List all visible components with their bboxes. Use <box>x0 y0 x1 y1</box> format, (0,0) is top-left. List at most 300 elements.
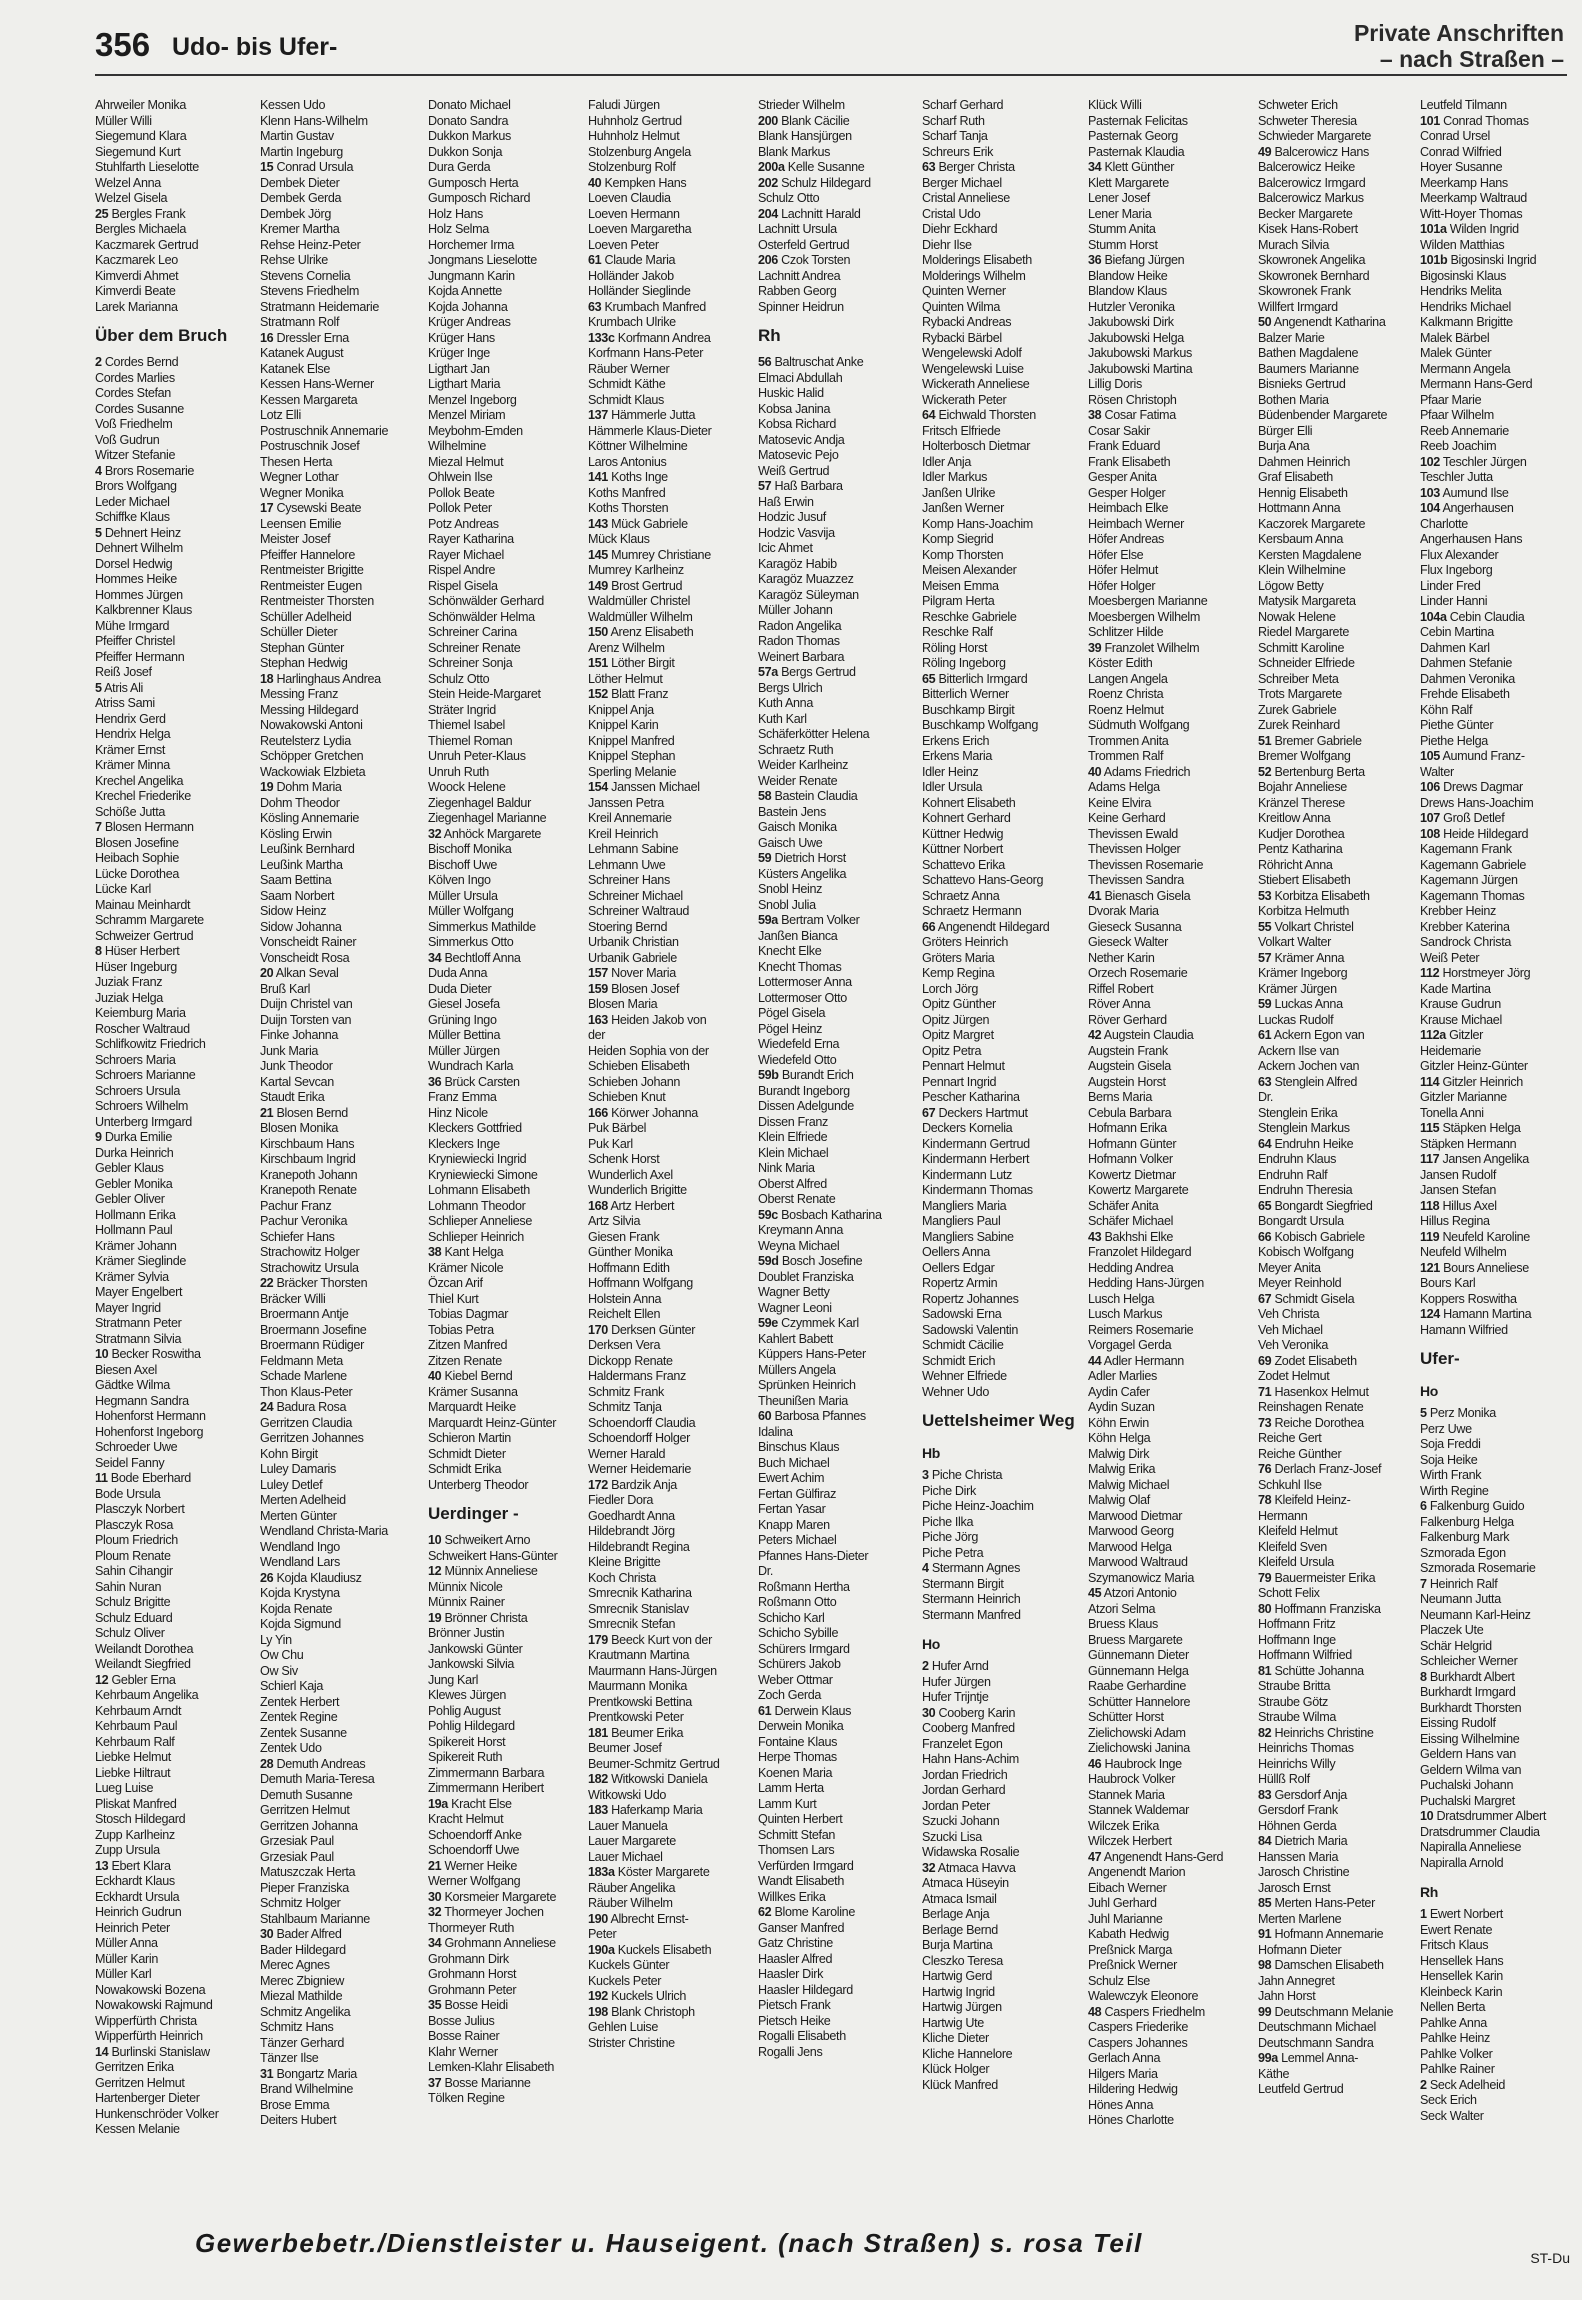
resident-name: Jakubowski Martina <box>1088 361 1193 376</box>
resident-name: Giesen Frank <box>588 1229 660 1244</box>
resident-name: Weiß Gertrud <box>758 463 830 478</box>
resident-name: Kehrbaum Arndt <box>95 1703 182 1718</box>
resident-name: Jakubowski Dirk <box>1088 315 1174 329</box>
resident-name: Pieper Franziska <box>260 1880 349 1895</box>
house-number: 83 <box>1258 1787 1272 1802</box>
directory-entry <box>922 765 1084 781</box>
house-number: 32 <box>428 826 442 841</box>
resident-name: Kagemann Gabriele <box>1420 857 1527 872</box>
resident-name: Angerhausen <box>1442 501 1514 515</box>
resident-name: Löther Helmut <box>588 671 663 686</box>
directory-entry <box>1258 129 1416 145</box>
directory-entry <box>428 346 583 362</box>
resident-name: Mangliers Paul <box>922 1214 1001 1228</box>
directory-entry <box>1088 1354 1253 1370</box>
resident-name: Lachnitt Harald <box>781 206 861 221</box>
directory-entry <box>758 882 918 898</box>
directory-entry <box>588 1292 753 1308</box>
resident-name: Reschke Gabriele <box>922 609 1017 624</box>
resident-name: Atmaca Ismail <box>922 1891 997 1906</box>
resident-name: Bertram Volker <box>781 913 860 927</box>
directory-entry <box>260 1059 423 1075</box>
directory-entry <box>260 1710 423 1726</box>
resident-name: Bauermeister Erika <box>1274 1570 1376 1585</box>
resident-name: Fontaine Klaus <box>758 1734 838 1749</box>
resident-name: Schmidt Käthe <box>588 377 666 391</box>
directory-entry <box>1258 114 1416 130</box>
resident-name: Thiel Kurt <box>428 1291 479 1306</box>
resident-name: Küttner Hedwig <box>922 826 1004 841</box>
resident-name: Meyer Anita <box>1258 1260 1321 1275</box>
resident-name: Stephan Günter <box>260 640 345 655</box>
directory-entry <box>1420 1106 1580 1122</box>
directory-entry <box>1258 1385 1416 1401</box>
resident-name: Juhl Marianne <box>1088 1911 1163 1926</box>
directory-entry <box>260 982 423 998</box>
directory-entry <box>260 780 423 796</box>
house-number: 59c <box>758 1207 778 1222</box>
directory-entry <box>260 935 423 951</box>
directory-entry <box>428 1214 583 1230</box>
directory-entry <box>428 641 583 657</box>
resident-name: Wunderlich Axel <box>588 1167 673 1182</box>
house-number: 190a <box>588 1942 615 1957</box>
directory-entry <box>922 300 1084 316</box>
directory-entry <box>1258 1478 1416 1494</box>
directory-entry <box>922 1013 1084 1029</box>
house-number: 19 <box>260 780 274 794</box>
resident-name: Dratsdrummer Albert <box>1436 1809 1546 1823</box>
resident-name: Kessen Margareta <box>260 392 358 407</box>
directory-entry <box>1420 1499 1580 1515</box>
resident-name: Kersten Magdalene <box>1258 547 1362 562</box>
resident-name: Pasternak Georg <box>1088 129 1178 143</box>
directory-entry <box>1088 1617 1253 1633</box>
resident-name: Burkhardt Irmgard <box>1420 1685 1516 1699</box>
resident-name: Jungmann Karin <box>428 268 515 283</box>
resident-name: Bergles Frank <box>111 206 186 221</box>
house-number: 118 <box>1420 1198 1440 1213</box>
directory-entry <box>588 796 753 812</box>
directory-entry <box>260 920 423 936</box>
directory-entry <box>758 1921 918 1937</box>
directory-entry <box>1420 858 1580 874</box>
directory-entry <box>260 1912 423 1928</box>
directory-entry <box>1258 1524 1416 1540</box>
resident-name: Cristal Anneliese <box>922 191 1010 205</box>
house-number: 3 <box>922 1468 929 1482</box>
directory-entry <box>95 1115 255 1131</box>
directory-entry <box>758 727 918 743</box>
directory-entry <box>922 1230 1084 1246</box>
resident-name: Pentz Katharina <box>1258 842 1343 856</box>
resident-name: Derksen Vera <box>588 1338 661 1352</box>
directory-entry <box>1258 377 1416 393</box>
house-number: 34 <box>1088 160 1102 174</box>
resident-name: Biesen Axel <box>95 1362 157 1377</box>
resident-name: Spinner Heidrun <box>758 299 844 314</box>
directory-entry <box>588 176 753 192</box>
resident-name: Bosse Julius <box>428 2013 495 2028</box>
resident-name: Nether Karin <box>1088 950 1155 965</box>
resident-name: Endruhn Heike <box>1274 1136 1354 1151</box>
directory-entry <box>588 1431 753 1447</box>
directory-entry <box>260 1633 423 1649</box>
directory-entry <box>95 557 255 573</box>
directory-entry <box>588 966 753 982</box>
directory-entry <box>1420 2062 1580 2078</box>
directory-entry <box>95 1766 255 1782</box>
resident-name: Flux Ingeborg <box>1420 563 1493 577</box>
directory-entry <box>260 1617 423 1633</box>
resident-name: Stratmann Heidemarie <box>260 299 379 314</box>
resident-name: Haß Erwin <box>758 494 814 509</box>
resident-name: Balzer Marie <box>1258 330 1325 345</box>
resident-name: Lohmann Theodor <box>428 1198 526 1213</box>
resident-name: Franzolet Hildegard <box>1088 1245 1192 1259</box>
resident-name: Kreil Heinrich <box>588 826 658 841</box>
resident-name: Kohn Birgit <box>260 1446 318 1461</box>
resident-name: Gebler Oliver <box>95 1192 165 1206</box>
directory-entry <box>1420 1214 1580 1230</box>
directory-entry <box>1088 501 1253 517</box>
resident-name: Goedhardt Anna <box>588 1508 675 1523</box>
resident-name: Schroers Marianne <box>95 1068 196 1082</box>
resident-name: Franz Emma <box>428 1090 497 1104</box>
directory-entry <box>588 1788 753 1804</box>
district-heading: Ho <box>922 1636 940 1652</box>
resident-name: Lener Maria <box>1088 206 1152 221</box>
directory-entry <box>1088 1214 1253 1230</box>
resident-name: Bischoff Uwe <box>428 857 498 872</box>
directory-entry <box>428 1781 583 1797</box>
directory-entry <box>1088 625 1253 641</box>
resident-name: Lücke Dorothea <box>95 866 180 881</box>
directory-entry <box>1088 1462 1253 1478</box>
directory-entry <box>758 603 918 619</box>
resident-name: Thomsen Lars <box>758 1843 835 1857</box>
resident-name: Bongartz Maria <box>276 2066 357 2081</box>
directory-entry <box>1420 377 1580 393</box>
resident-name: Gerritzen Helmut <box>95 2075 185 2090</box>
directory-entry <box>1258 1121 1416 1137</box>
house-number: 108 <box>1420 826 1440 841</box>
directory-entry <box>260 1307 423 1323</box>
directory-entry <box>428 114 583 130</box>
directory-entry <box>428 1121 583 1137</box>
directory-entry <box>1258 2051 1416 2067</box>
directory-entry <box>428 362 583 378</box>
directory-entry <box>1420 904 1580 920</box>
directory-entry <box>588 1912 753 1928</box>
resident-name: Atzori Antonio <box>1103 1586 1177 1600</box>
resident-name: Blandow Heike <box>1088 268 1168 283</box>
directory-entry <box>260 1695 423 1711</box>
directory-entry <box>1088 672 1253 688</box>
directory-entry <box>1258 1586 1416 1602</box>
directory-entry <box>1420 300 1580 316</box>
house-number: 21 <box>428 1858 442 1873</box>
directory-entry <box>588 1276 753 1292</box>
directory-entry <box>1088 424 1253 440</box>
directory-entry <box>1420 1261 1580 1277</box>
directory-entry <box>588 517 753 533</box>
resident-name: Kaczmarek Leo <box>95 253 178 267</box>
resident-name: Gersdorf Anja <box>1274 1787 1347 1802</box>
resident-name: Jahn Horst <box>1258 1989 1316 2003</box>
resident-name: Gieseck Walter <box>1088 935 1169 949</box>
directory-entry <box>588 656 753 672</box>
resident-name: Kuckels Peter <box>588 1973 662 1988</box>
resident-name: Huhnholz Helmut <box>588 129 680 143</box>
resident-name: Merten Adelheid <box>260 1493 346 1507</box>
resident-name: Malwig Erika <box>1088 1462 1156 1476</box>
directory-entry <box>1420 2000 1580 2016</box>
house-number: 30 <box>260 1927 274 1941</box>
directory-entry <box>1258 1710 1416 1726</box>
directory-entry <box>95 1192 255 1208</box>
resident-name: Kreitlow Anna <box>1258 811 1331 825</box>
directory-entry <box>588 1803 753 1819</box>
directory-entry <box>1088 997 1253 1013</box>
directory-entry <box>1420 1044 1580 1060</box>
directory-entry <box>758 1440 918 1456</box>
resident-name: Lotz Elli <box>260 408 301 422</box>
resident-name: Schmitz Tanja <box>588 1400 662 1414</box>
resident-name: Smrecnik Stanislav <box>588 1601 689 1616</box>
resident-name: Schkuhl Ilse <box>1258 1477 1322 1492</box>
directory-entry <box>1420 1168 1580 1184</box>
resident-name: Hennig Elisabeth <box>1258 485 1348 500</box>
directory-entry <box>428 749 583 765</box>
resident-name: Schär Helgrid <box>1420 1638 1492 1653</box>
resident-name: Sandrock Christa <box>1420 935 1511 949</box>
resident-name: Thiemel Isabel <box>428 718 505 732</box>
directory-entry <box>95 1332 255 1348</box>
directory-entry <box>428 1564 583 1580</box>
directory-entry <box>758 176 918 192</box>
directory-entry <box>1088 269 1253 285</box>
house-number: 151 <box>588 656 608 670</box>
directory-entry <box>1420 1468 1580 1484</box>
resident-name: Kagemann Thomas <box>1420 888 1525 903</box>
directory-entry <box>922 548 1084 564</box>
resident-name: Stannek Waldemar <box>1088 1803 1190 1817</box>
directory-entry <box>758 1890 918 1906</box>
directory-entry <box>1258 1416 1416 1432</box>
resident-name: Hüser Herbert <box>104 944 180 958</box>
directory-entry <box>95 386 255 402</box>
resident-name: der <box>588 1028 606 1042</box>
resident-name: Waldmüller Wilhelm <box>588 609 693 624</box>
resident-name: Derlach Franz-Josef <box>1274 1462 1382 1476</box>
directory-entry <box>1088 315 1253 331</box>
directory-entry <box>758 1409 918 1425</box>
directory-entry <box>1088 222 1253 238</box>
resident-name: Cordes Susanne <box>95 401 184 416</box>
resident-name: Badura Rosa <box>276 1400 347 1414</box>
directory-entry <box>95 820 255 836</box>
directory-entry <box>758 2014 918 2030</box>
directory-entry <box>95 1239 255 1255</box>
directory-entry <box>95 1905 255 1921</box>
directory-entry <box>1258 780 1416 796</box>
directory-entry <box>1420 548 1580 564</box>
directory-entry <box>1088 377 1253 393</box>
directory-entry <box>922 1706 1084 1722</box>
directory-entry <box>260 517 423 533</box>
resident-name: Vonscheidt Rosa <box>260 950 350 965</box>
resident-name: Krämer Susanna <box>428 1384 518 1399</box>
resident-name: Sahin Nuran <box>95 1579 162 1594</box>
directory-entry <box>1088 1307 1253 1323</box>
resident-name: Grzesiak Paul <box>260 1849 334 1864</box>
resident-name: Saam Bettina <box>260 873 332 887</box>
directory-entry <box>95 1735 255 1751</box>
resident-name: Kobsa Richard <box>758 417 837 431</box>
resident-name: Radon Thomas <box>758 634 840 648</box>
resident-name: Angenendt Hans-Gerd <box>1103 1849 1224 1864</box>
resident-name: Münnix Rainer <box>428 1595 505 1609</box>
house-number: 57a <box>758 665 778 679</box>
resident-name: Matosevic Pejo <box>758 448 839 462</box>
directory-entry <box>1258 672 1416 688</box>
resident-name: Stevens Cornelia <box>260 268 351 283</box>
directory-entry <box>1420 873 1580 889</box>
directory-entry <box>428 920 583 936</box>
resident-name: Heinrich Ralf <box>1429 1576 1498 1591</box>
house-number: 17 <box>260 501 274 515</box>
resident-name: Oellers Anna <box>922 1245 990 1259</box>
resident-name: Haubrock Inge <box>1104 1756 1182 1771</box>
resident-name: Kindermann Thomas <box>922 1183 1033 1197</box>
directory-entry <box>1258 455 1416 471</box>
resident-name: Janßen Bianca <box>758 928 838 943</box>
directory-entry <box>922 811 1084 827</box>
directory-entry <box>428 858 583 874</box>
directory-entry <box>758 1332 918 1348</box>
resident-name: Teschler Jürgen <box>1442 454 1527 469</box>
resident-name: Ziegenhagel Marianne <box>428 811 547 825</box>
directory-entry <box>758 1642 918 1658</box>
resident-name: Krüger Inge <box>428 346 490 360</box>
resident-name: Peters Michael <box>758 1533 837 1547</box>
directory-entry <box>1258 2036 1416 2052</box>
resident-name: Wundrach Karla <box>428 1059 514 1073</box>
directory-entry <box>1258 1571 1416 1587</box>
resident-name: Bergles Michaela <box>95 222 186 236</box>
directory-entry <box>260 1726 423 1742</box>
directory-entry <box>922 1783 1084 1799</box>
resident-name: Oberst Renate <box>758 1192 836 1206</box>
resident-name: Janssen Michael <box>611 780 700 794</box>
directory-entry <box>1420 951 1580 967</box>
resident-name: Gerritzen Johanna <box>260 1818 358 1833</box>
directory-entry <box>588 1974 753 1990</box>
directory-entry <box>1088 749 1253 765</box>
resident-name: Bours Anneliese <box>1443 1260 1529 1275</box>
directory-entry <box>260 966 423 982</box>
resident-name: Thormeyer Ruth <box>428 1920 515 1935</box>
resident-name: Deckers Kornelia <box>922 1121 1013 1135</box>
directory-entry <box>922 98 1084 114</box>
resident-name: Caspers Friederike <box>1088 2020 1189 2034</box>
directory-entry <box>922 625 1084 641</box>
resident-name: Schulz Oliver <box>95 1626 165 1640</box>
directory-entry <box>1088 176 1253 192</box>
directory-entry <box>95 991 255 1007</box>
resident-name: Matosevic Andja <box>758 432 845 447</box>
directory-entry <box>260 1462 423 1478</box>
resident-name: Hottmann Anna <box>1258 501 1341 515</box>
resident-name: Brönner Christa <box>444 1610 528 1625</box>
resident-name: Soja Freddi <box>1420 1437 1481 1451</box>
directory-entry <box>428 486 583 502</box>
directory-entry <box>260 1927 423 1943</box>
directory-entry <box>95 1611 255 1627</box>
resident-name: Zupp Karlheinz <box>95 1827 175 1842</box>
resident-name: Czymmek Karl <box>781 1316 859 1330</box>
directory-entry <box>1088 858 1253 874</box>
house-number: 71 <box>1258 1384 1272 1399</box>
resident-name: Bosse Rainer <box>428 2029 500 2043</box>
resident-name: Eissing Rudolf <box>1420 1716 1496 1730</box>
resident-name: Falkenburg Guido <box>1429 1499 1525 1513</box>
resident-name: Hüllß Rolf <box>1258 1772 1310 1786</box>
directory-entry <box>758 867 918 883</box>
directory-entry <box>758 1812 918 1828</box>
resident-name: Räuber Werner <box>588 361 670 376</box>
resident-name: Veh Michael <box>1258 1322 1323 1337</box>
directory-entry <box>758 541 918 557</box>
house-number: 32 <box>428 1905 442 1919</box>
directory-entry <box>428 1704 583 1720</box>
directory-entry <box>922 796 1084 812</box>
directory-entry <box>260 1819 423 1835</box>
resident-name: Hofmann Volker <box>1088 1152 1173 1166</box>
resident-name: Cordes Stefan <box>95 386 171 400</box>
directory-entry <box>260 1385 423 1401</box>
resident-name: Wengelewski Adolf <box>922 346 1022 360</box>
resident-name: Woock Helene <box>428 780 506 794</box>
directory-entry <box>95 402 255 418</box>
directory-entry <box>588 1586 753 1602</box>
directory-entry <box>95 1363 255 1379</box>
directory-entry <box>95 1859 255 1875</box>
resident-name: Zurek Reinhard <box>1258 718 1340 732</box>
resident-name: Pahlke Heinz <box>1420 2031 1491 2045</box>
resident-name: Hendrix Gerd <box>95 711 166 726</box>
directory-entry <box>588 1183 753 1199</box>
resident-name: Tobias Petra <box>428 1322 494 1337</box>
resident-name: Stermann Agnes <box>931 1561 1021 1575</box>
resident-name: Deckers Hartmut <box>938 1105 1028 1120</box>
directory-entry <box>95 253 255 269</box>
resident-name: Duijn Torsten van <box>260 1012 352 1027</box>
resident-name: Müller Ursula <box>428 888 498 903</box>
directory-entry <box>922 253 1084 269</box>
directory-entry <box>1258 145 1416 161</box>
resident-name: Tänzer Ilse <box>260 2051 319 2065</box>
directory-entry <box>758 1580 918 1596</box>
resident-name: Endruhn Klaus <box>1258 1152 1337 1166</box>
directory-entry <box>95 129 255 145</box>
directory-entry <box>428 1416 583 1432</box>
resident-name: Schoendorff Uwe <box>428 1843 520 1857</box>
directory-entry <box>1088 393 1253 409</box>
resident-name: Ow Siv <box>260 1663 298 1678</box>
resident-name: Holländer Sieglinde <box>588 284 691 298</box>
